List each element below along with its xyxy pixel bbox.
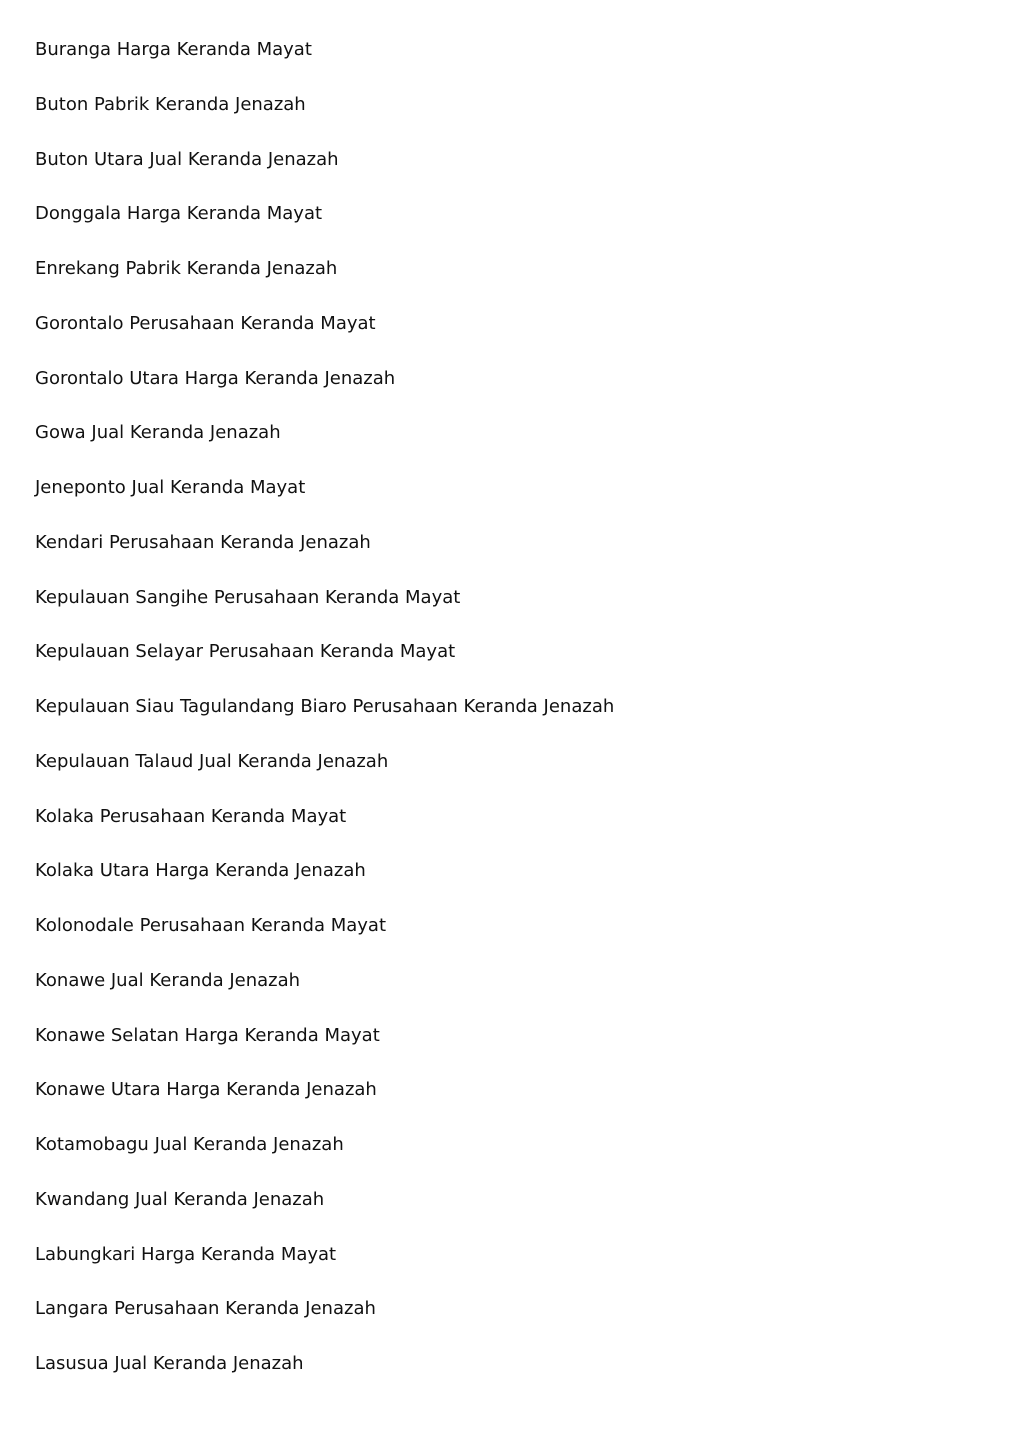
list-item: Kendari Perusahaan Keranda Jenazah [35, 531, 371, 553]
list-item: Gowa Jual Keranda Jenazah [35, 422, 281, 444]
list-item: Donggala Harga Keranda Mayat [35, 203, 323, 225]
list-item: Kolonodale Perusahaan Keranda Mayat [35, 915, 387, 936]
list-item: Kepulauan Sangihe Perusahaan Keranda Mayat [35, 586, 461, 608]
list-item: Kwandang Jual Keranda Jenazah [35, 1188, 325, 1210]
list-item: Kolaka Perusahaan Keranda Mayat [35, 805, 347, 827]
list-item: Gorontalo Perusahaan Keranda Mayat [35, 312, 376, 334]
list-item: Buranga Harga Keranda Mayat [35, 39, 312, 60]
list-item: Buton Pabrik Keranda Jenazah [35, 93, 306, 115]
list-item: Kepulauan Siau Tagulandang Biaro Perusahaan Keranda Jenazah [35, 696, 615, 717]
list-item: Kotamobagu Jual Keranda Jenazah [35, 1134, 344, 1155]
list-item: Lasusua Jual Keranda Jenazah [35, 1353, 304, 1374]
list-item: Konawe Selatan Harga Keranda Mayat [35, 1024, 380, 1046]
list-item: Konawe Jual Keranda Jenazah [35, 969, 301, 991]
list-item: Buton Utara Jual Keranda Jenazah [35, 148, 339, 170]
location-list [35, 36, 614, 1405]
list-item: Labungkari Harga Keranda Mayat [35, 1243, 337, 1265]
list-item: Enrekang Pabrik Keranda Jenazah [35, 258, 338, 279]
list-item: Kepulauan Talaud Jual Keranda Jenazah [35, 750, 389, 772]
list-item: Kepulauan Selayar Perusahaan Keranda Mayat [35, 641, 456, 663]
list-item: Gorontalo Utara Harga Keranda Jenazah [35, 367, 396, 389]
list-item: Jeneponto Jual Keranda Mayat [35, 477, 306, 498]
list-item: Kolaka Utara Harga Keranda Jenazah [35, 860, 366, 882]
list-item: Langara Perusahaan Keranda Jenazah [35, 1298, 376, 1320]
list-item: Konawe Utara Harga Keranda Jenazah [35, 1079, 377, 1101]
